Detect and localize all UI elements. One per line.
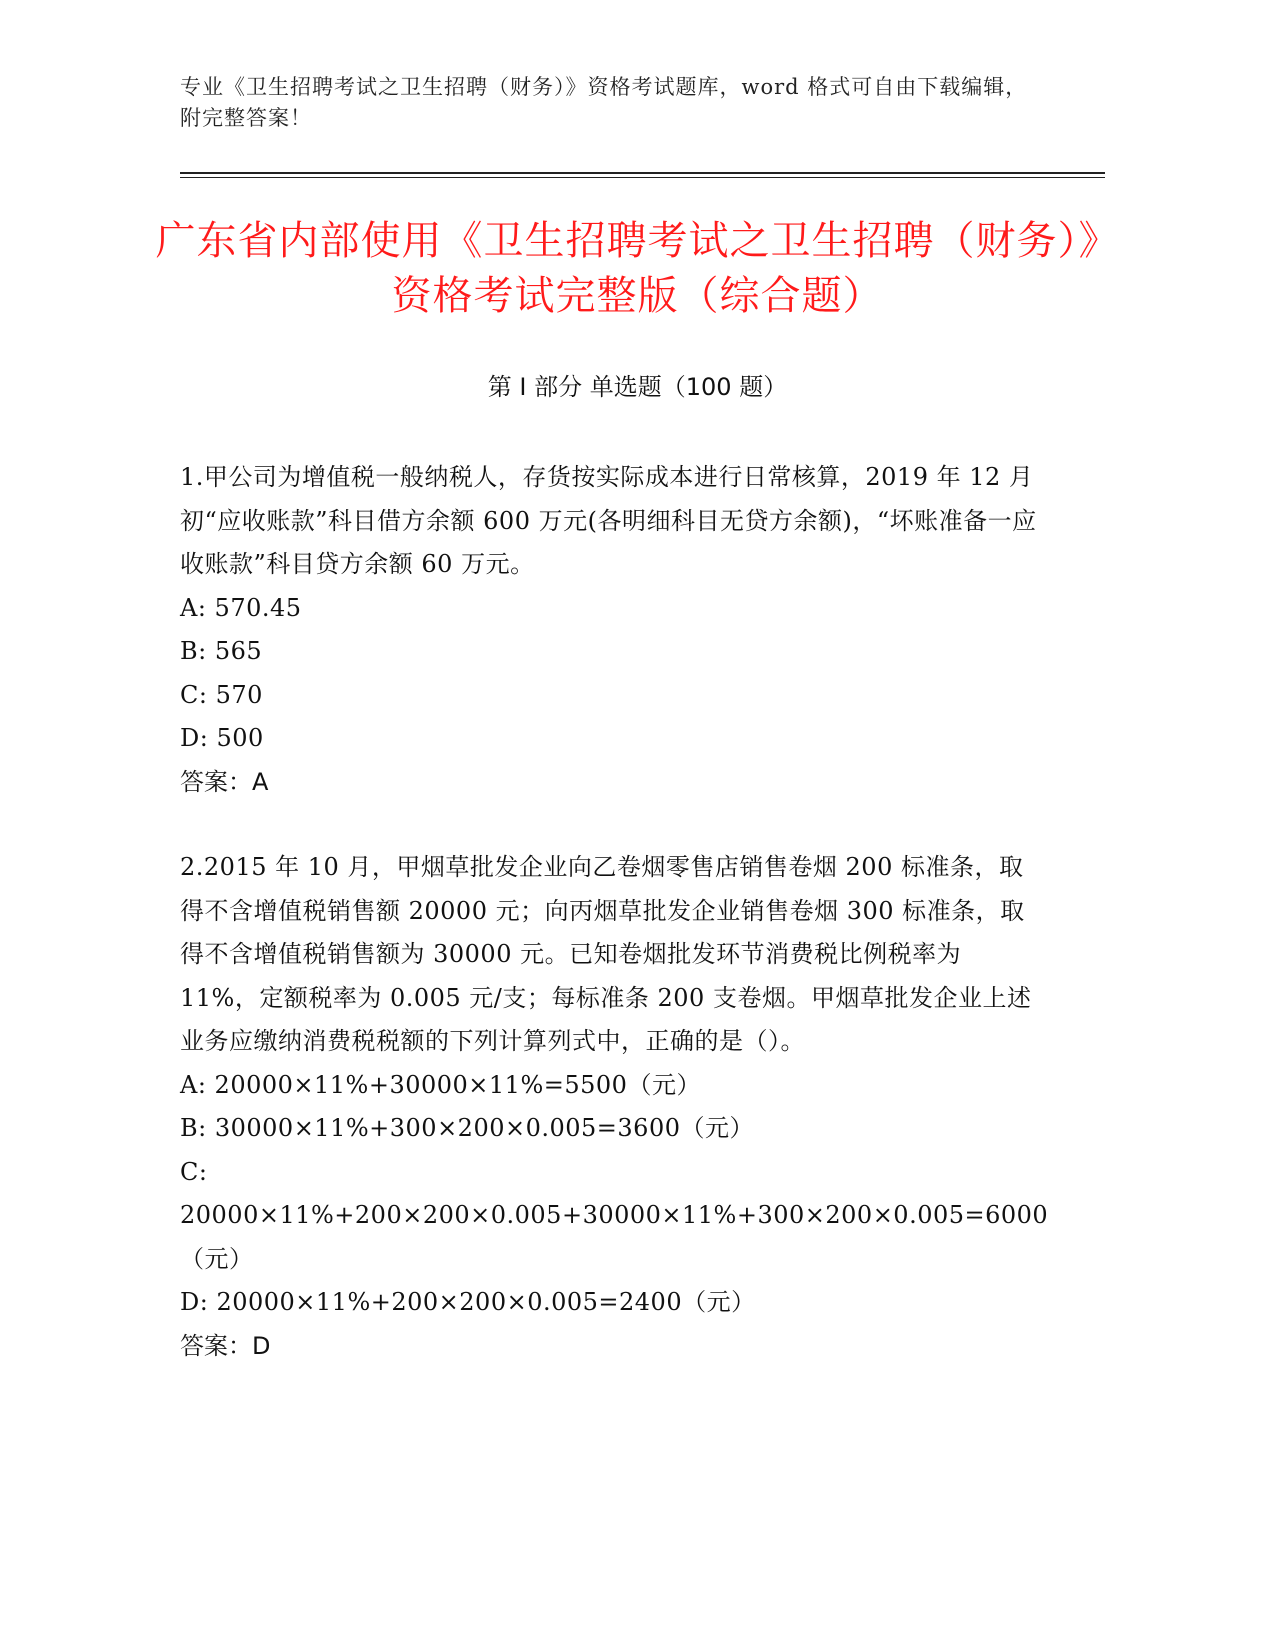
option-c: C: 20000×11%+200×200×0.005+30000×11%+300×200×0.005=6000（元）: [180, 1157, 1049, 1273]
section-title: 第 I 部分 单选题（100 题）: [487, 373, 788, 401]
option-d: D: 20000×11%+200×200×0.005=2400（元）: [180, 1288, 756, 1316]
document-title: 广东省内部使用《卫生招聘考试之卫生招聘（财务）》资格考试完整版（综合题）: [155, 218, 1120, 319]
answer-text: 答案：A: [180, 767, 269, 796]
option-c: C: 570: [180, 680, 263, 709]
answer-text: 答案：D: [180, 1331, 271, 1360]
option-b: B: 565: [180, 637, 263, 665]
header-divider-thick: [180, 172, 1105, 174]
question-2: [180, 846, 1049, 1368]
option-b: B: 30000×11%+300×200×0.005=3600（元）: [180, 1114, 754, 1142]
question-stem: 1.甲公司为增值税一般纳税人，存货按实际成本进行日常核算，2019 年 12 月初“应收账款”科目借方余额 600 万元(各明细科目无贷方余额)，“坏账准备一应收账款”科目贷方余额 60 万元。: [180, 463, 1037, 578]
header-divider-thin: [180, 177, 1105, 178]
option-a: A: 20000×11%+30000×11%=5500（元）: [180, 1070, 701, 1099]
question-stem: 2.2015 年 10 月，甲烟草批发企业向乙卷烟零售店销售卷烟 200 标准条，取得不含增值税销售额 20000 元；向丙烟草批发企业销售卷烟 300 标准条，取得不含增值税销售额为 30000 元。已知卷烟批发环节消费税比例税率为 11%，定额税率为 0.005 元/支；每标准条 200 支卷烟。甲烟草批发企业上述业务应缴纳消费税税额的下列计算列式中，正确的是（）。: [180, 853, 1032, 1055]
question-1: [180, 456, 1040, 804]
option-d: D: 500: [180, 724, 264, 752]
option-a: A: 570.45: [180, 593, 302, 622]
header-note: 专业《卫生招聘考试之卫生招聘（财务）》资格考试题库，word 格式可自由下载编辑，附完整答案！: [180, 75, 1028, 130]
